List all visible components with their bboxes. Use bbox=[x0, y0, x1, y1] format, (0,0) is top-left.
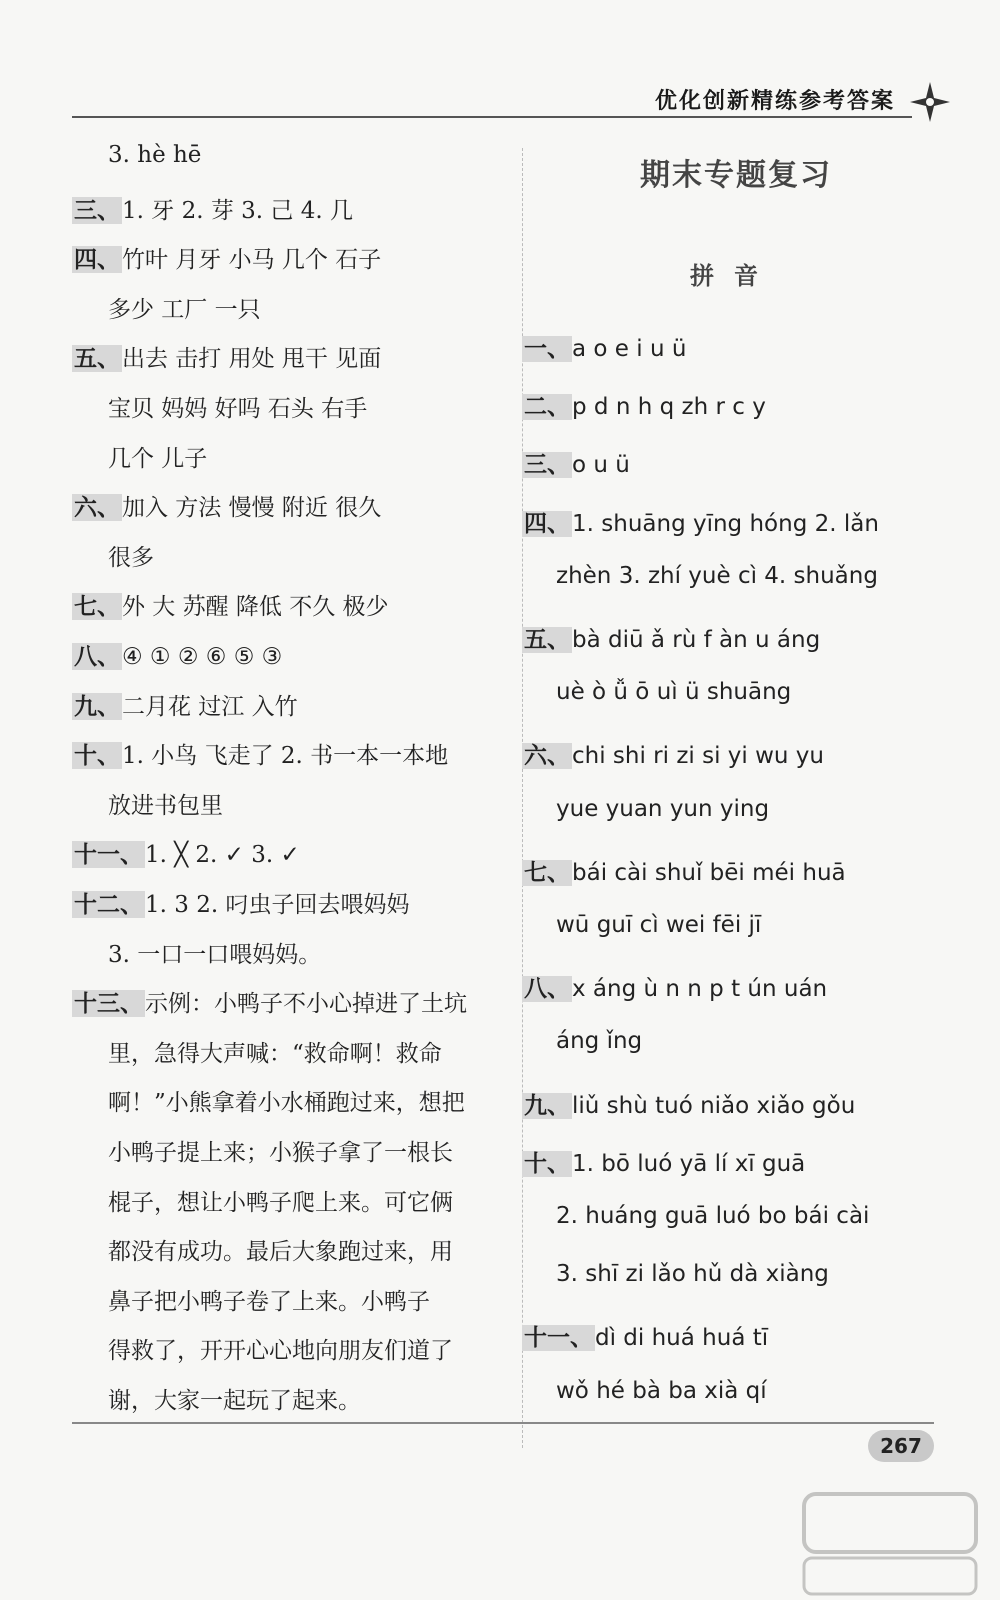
answer-line bbox=[108, 1233, 453, 1266]
question-number: 七、 bbox=[524, 859, 570, 886]
answer-text: wū guī cì wei fēi jī bbox=[556, 912, 762, 938]
answer-line bbox=[72, 340, 381, 373]
answer-line bbox=[72, 241, 381, 274]
answer-text: o u ü bbox=[572, 452, 630, 479]
answer-text: 宝贝 妈妈 好吗 石头 右手 bbox=[108, 396, 368, 422]
answer-text: 棍子，想让小鸭子爬上来。可它俩 bbox=[108, 1189, 453, 1216]
pinyin-answer-line bbox=[556, 679, 791, 705]
answer-line bbox=[108, 787, 223, 820]
star-compass-icon bbox=[908, 80, 952, 124]
answer-line bbox=[72, 985, 467, 1018]
answer-line bbox=[72, 588, 389, 621]
question-number: 四、 bbox=[74, 246, 120, 274]
answer-text: 3. 一口一口喂妈妈。 bbox=[108, 941, 322, 968]
answer-line bbox=[72, 886, 409, 919]
pinyin-answer-line bbox=[556, 912, 761, 938]
answer-text: bái cài shuǐ bēi méi huā bbox=[572, 859, 846, 886]
answer-text: p d n h q zh r c y bbox=[572, 394, 766, 421]
answer-text: wǒ hé bà ba xià qí bbox=[556, 1377, 767, 1404]
question-number: 十一、 bbox=[74, 841, 143, 869]
answer-text: yue yuan yun ying bbox=[556, 795, 770, 822]
question-number: 十、 bbox=[524, 1150, 570, 1177]
pinyin-answer-line bbox=[522, 970, 827, 1003]
question-number: 五、 bbox=[524, 627, 570, 653]
pinyin-answer-line bbox=[556, 1203, 869, 1229]
answer-text: 1. ╳ 2. ✓ 3. ✓ bbox=[145, 842, 300, 869]
answer-text: áng ǐng bbox=[556, 1028, 643, 1055]
answer-line bbox=[108, 1382, 361, 1415]
footer-rule bbox=[72, 1422, 934, 1424]
answer-text: chi shi ri zi si yi wu yu bbox=[572, 743, 825, 770]
answer-text: 3. hè hē bbox=[108, 142, 202, 168]
pinyin-answer-line bbox=[556, 1378, 767, 1404]
page-number: 267 bbox=[868, 1430, 934, 1462]
answer-text: 放进书包里 bbox=[108, 792, 223, 819]
pinyin-answer-line bbox=[522, 330, 686, 363]
question-number: 三、 bbox=[74, 196, 120, 224]
question-number: 九、 bbox=[74, 692, 120, 720]
section-title: 期末专题复习 bbox=[640, 158, 832, 193]
pinyin-answer-line bbox=[556, 1261, 829, 1287]
question-number: 一、 bbox=[524, 336, 570, 362]
answer-text: a o e i u ü bbox=[572, 336, 687, 362]
pinyin-answer-line bbox=[556, 796, 769, 822]
answer-text: 小鸭子提上来；小猴子拿了一根长 bbox=[108, 1140, 453, 1166]
answer-text: 得救了，开开心心地向朋友们道了 bbox=[108, 1338, 453, 1365]
answer-text: 出去 击打 用处 甩干 见面 bbox=[122, 346, 382, 373]
answer-text: 1. 3 2. 叼虫子回去喂妈妈 bbox=[145, 892, 410, 918]
answer-line bbox=[108, 390, 367, 423]
answer-text: 竹叶 月牙 小马 几个 石子 bbox=[122, 247, 382, 274]
pinyin-answer-line bbox=[522, 446, 630, 479]
answer-text: 鼻子把小鸭子卷了上来。小鸭子 bbox=[108, 1288, 430, 1315]
answer-text: 外 大 苏醒 降低 不久 极少 bbox=[122, 594, 389, 621]
sub-title: 拼音 bbox=[690, 261, 778, 290]
watermark-logo bbox=[800, 1488, 980, 1600]
answer-text: 都没有成功。最后大象跑过来，用 bbox=[108, 1239, 453, 1266]
answer-line bbox=[108, 1084, 465, 1117]
answer-text: ④ ① ② ⑥ ⑤ ③ bbox=[122, 644, 283, 670]
answer-line bbox=[108, 1184, 453, 1217]
answer-text: 1. 小鸟 飞走了 2. 书一本一本地 bbox=[122, 743, 449, 770]
answer-text: 多少 工厂 一只 bbox=[108, 296, 261, 323]
header-title: 优化创新精练参考答案 bbox=[654, 88, 895, 114]
answer-line bbox=[108, 1035, 442, 1068]
answer-text: x áng ù n n p t ún uán bbox=[572, 976, 828, 1003]
answer-text: 啊！”小熊拿着小水桶跑过来，想把 bbox=[108, 1090, 465, 1117]
question-number: 十三、 bbox=[74, 990, 143, 1018]
answer-line bbox=[108, 440, 207, 473]
answer-text: 二月花 过江 入竹 bbox=[122, 693, 298, 720]
question-number: 二、 bbox=[524, 394, 570, 421]
pinyin-answer-line bbox=[556, 563, 878, 589]
question-number: 十、 bbox=[74, 742, 120, 770]
answer-line bbox=[108, 936, 321, 969]
header-rule bbox=[72, 116, 912, 118]
answer-line bbox=[72, 737, 448, 770]
pinyin-answer-line bbox=[556, 1028, 642, 1054]
answer-line bbox=[108, 1134, 453, 1167]
answer-line bbox=[72, 638, 282, 671]
pinyin-answer-line bbox=[522, 854, 846, 887]
answer-text: 1. 牙 2. 芽 3. 己 4. 几 bbox=[122, 197, 353, 224]
answer-line bbox=[72, 688, 298, 721]
question-number: 九、 bbox=[524, 1092, 570, 1119]
question-number: 四、 bbox=[524, 510, 570, 537]
answer-text: 3. shī zi lǎo hǔ dà xiàng bbox=[556, 1261, 829, 1288]
answer-line bbox=[108, 539, 154, 572]
answer-text: 1. bō luó yā lí xī guā bbox=[572, 1150, 806, 1177]
answer-text: 加入 方法 慢慢 附近 很久 bbox=[122, 495, 382, 522]
answer-line bbox=[72, 836, 300, 869]
answer-line bbox=[108, 1283, 430, 1316]
answer-text: uè ò ǚ ō uì ü shuāng bbox=[556, 679, 792, 706]
pinyin-answer-line bbox=[522, 737, 824, 770]
pinyin-answer-line bbox=[522, 621, 820, 654]
question-number: 三、 bbox=[524, 452, 570, 479]
answer-text: 示例：小鸭子不小心掉进了土坑 bbox=[145, 991, 467, 1018]
question-number: 五、 bbox=[74, 345, 120, 373]
question-number: 十一、 bbox=[524, 1325, 593, 1352]
answer-text: 谢，大家一起玩了起来。 bbox=[108, 1388, 361, 1414]
question-number: 六、 bbox=[524, 743, 570, 770]
answer-line bbox=[72, 489, 381, 522]
pinyin-answer-line bbox=[522, 1145, 805, 1178]
question-number: 八、 bbox=[74, 643, 120, 670]
answer-text: bà diū ǎ rù f àn u áng bbox=[572, 627, 821, 653]
answer-text: 很多 bbox=[108, 544, 154, 571]
pinyin-answer-line bbox=[522, 1319, 768, 1352]
answer-line bbox=[108, 291, 261, 324]
question-number: 十二、 bbox=[74, 891, 143, 918]
answer-text: zhèn 3. zhí yuè cì 4. shuǎng bbox=[556, 562, 878, 589]
answer-line bbox=[72, 192, 353, 225]
answer-text: liǔ shù tuó niǎo xiǎo gǒu bbox=[572, 1092, 856, 1119]
answer-text: 1. shuāng yīng hóng 2. lǎn bbox=[572, 510, 879, 537]
pinyin-answer-line bbox=[522, 505, 879, 538]
answer-text: 里，急得大声喊：“救命啊！救命 bbox=[108, 1040, 442, 1067]
answer-text: dì di huá huá tī bbox=[595, 1325, 769, 1352]
question-number: 八、 bbox=[524, 976, 570, 1003]
question-number: 七、 bbox=[74, 593, 120, 621]
question-number: 六、 bbox=[74, 494, 120, 522]
answer-text: 几个 儿子 bbox=[108, 445, 208, 472]
pinyin-answer-line bbox=[522, 1087, 855, 1120]
pinyin-answer-line bbox=[522, 388, 766, 421]
answer-line bbox=[108, 142, 201, 168]
answer-text: 2. huáng guā luó bo bái cài bbox=[556, 1203, 870, 1229]
answer-line bbox=[108, 1332, 453, 1365]
